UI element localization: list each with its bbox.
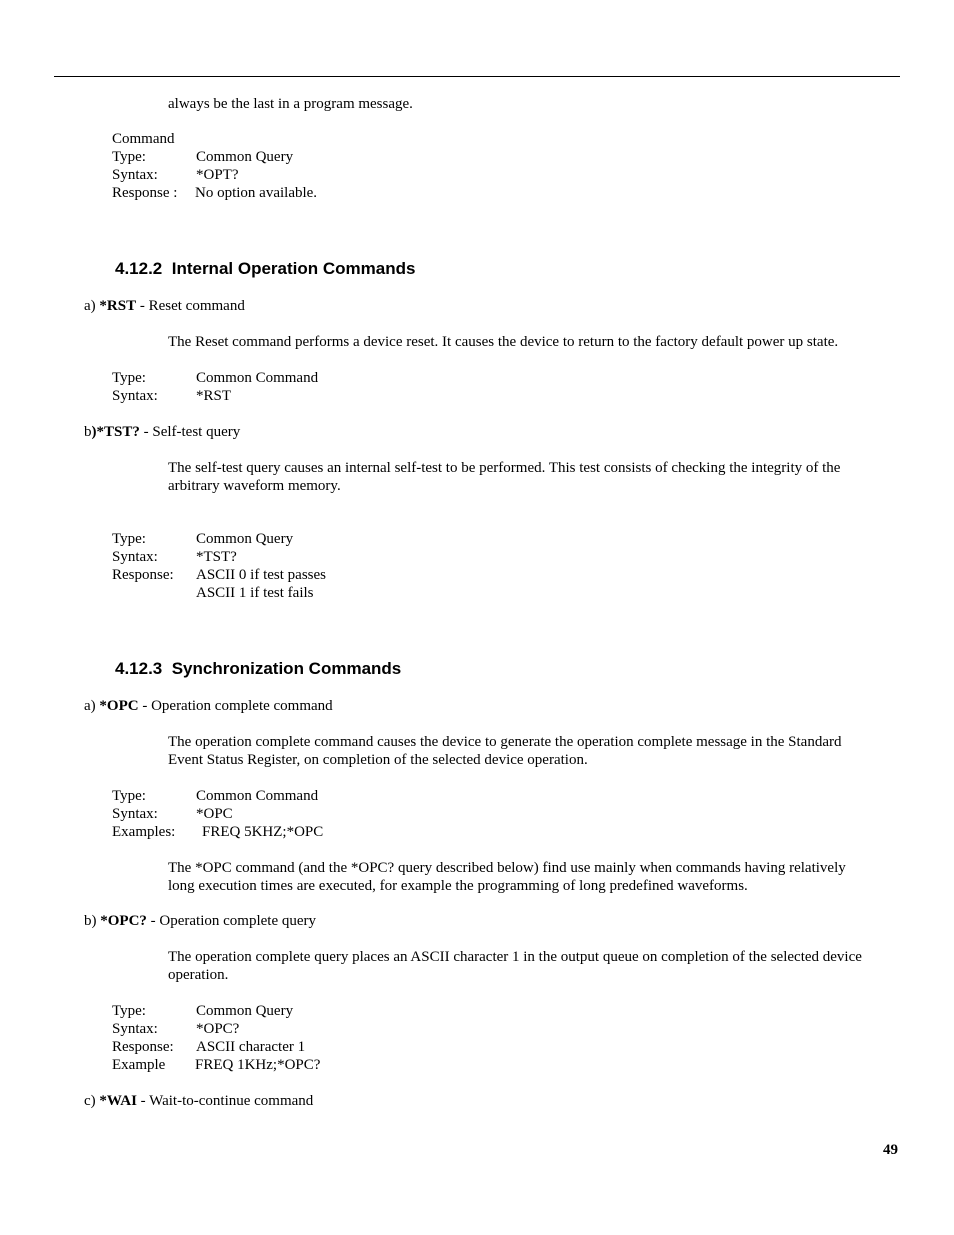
opt-type-label: Type: — [112, 149, 146, 165]
header-rule — [54, 76, 900, 77]
command-name: )*TST? — [91, 424, 140, 440]
opc-body-line2: Event Status Register, on completion of the selected device operation. — [168, 752, 588, 768]
command-name: *OPC — [99, 698, 139, 714]
rst-type-value: Common Command — [196, 370, 319, 386]
command-desc: - Operation complete query — [146, 913, 317, 929]
tst-item-heading — [84, 423, 240, 441]
opt-response-label: Response : — [112, 185, 178, 201]
wai-item-heading — [84, 1092, 313, 1110]
command-desc: - Wait-to-continue command — [136, 1093, 314, 1109]
opt-command-label: Command — [112, 131, 175, 147]
command-desc: - Reset command — [136, 298, 245, 314]
command-desc: - Self-test query — [139, 424, 241, 440]
command-name: *WAI — [99, 1093, 137, 1109]
section-title: Internal Operation Commands — [171, 259, 416, 278]
tst-syntax-value: *TST? — [196, 549, 237, 565]
opcq-example-value: FREQ 1KHz;*OPC? — [195, 1057, 321, 1073]
opt-type-value: Common Query — [196, 149, 294, 165]
opcq-example-label: Example — [112, 1057, 166, 1073]
opc-note-line1: The *OPC command (and the *OPC? query described below) find use mainly when commands having relatively — [168, 860, 846, 876]
rst-syntax-value: *RST — [196, 388, 232, 404]
opc-syntax-label: Syntax: — [112, 806, 158, 822]
opt-syntax-value: *OPT? — [196, 167, 239, 183]
tst-response-label: Response: — [112, 567, 174, 583]
opc-type-label: Type: — [112, 788, 146, 804]
opc-type-value: Common Command — [196, 788, 319, 804]
opc-note-line2: long execution times are executed, for example the programming of long predefined waveforms. — [168, 878, 748, 894]
section-heading-4-12-3 — [115, 659, 401, 679]
continued-text: always be the last in a program message. — [168, 96, 413, 112]
opcq-body-line1: The operation complete query places an ASCII character 1 in the output queue on completion of the selected device — [168, 949, 862, 965]
tst-response-value1: ASCII 0 if test passes — [196, 567, 326, 583]
rst-type-label: Type: — [112, 370, 146, 386]
tst-type-value: Common Query — [196, 531, 294, 547]
section-heading-4-12-2 — [115, 259, 415, 279]
page-number: 49 — [883, 1142, 898, 1158]
command-desc: - Operation complete command — [138, 698, 333, 714]
item-prefix: b — [84, 424, 92, 440]
item-prefix: b) — [84, 913, 101, 929]
tst-type-label: Type: — [112, 531, 146, 547]
opt-response-value: No option available. — [195, 185, 318, 201]
opcq-syntax-value: *OPC? — [196, 1021, 240, 1037]
rst-item-heading — [84, 297, 245, 315]
tst-response-value2: ASCII 1 if test fails — [196, 585, 314, 601]
tst-body-line1: The self-test query causes an internal self-test to be performed. This test consists of checking the integrity of the — [168, 460, 841, 476]
item-prefix: a) — [84, 298, 100, 314]
opcq-item-heading — [84, 912, 316, 930]
opc-item-heading — [84, 697, 333, 715]
opc-examples-value: FREQ 5KHZ;*OPC — [202, 824, 324, 840]
tst-body-line2: arbitrary waveform memory. — [168, 478, 341, 494]
rst-body: The Reset command performs a device reset. It causes the device to return to the factory default power up state. — [168, 334, 839, 350]
opcq-response-value: ASCII character 1 — [196, 1039, 306, 1055]
section-title: Synchronization Commands — [171, 659, 402, 678]
opc-examples-label: Examples: — [112, 824, 176, 840]
opc-body-line1: The operation complete command causes the device to generate the operation complete message in the Standard — [168, 734, 842, 750]
command-name: *OPC? — [100, 913, 147, 929]
section-number: 4.12.2 — [115, 259, 163, 278]
opcq-response-label: Response: — [112, 1039, 174, 1055]
opcq-type-label: Type: — [112, 1003, 146, 1019]
opcq-body-line2: operation. — [168, 967, 229, 983]
opc-syntax-value: *OPC — [196, 806, 233, 822]
rst-syntax-label: Syntax: — [112, 388, 158, 404]
tst-syntax-label: Syntax: — [112, 549, 158, 565]
opt-syntax-label: Syntax: — [112, 167, 158, 183]
opcq-type-value: Common Query — [196, 1003, 294, 1019]
opcq-syntax-label: Syntax: — [112, 1021, 158, 1037]
command-name: *RST — [99, 298, 137, 314]
section-number: 4.12.3 — [115, 659, 163, 678]
item-prefix: a) — [84, 698, 100, 714]
item-prefix: c) — [84, 1093, 100, 1109]
